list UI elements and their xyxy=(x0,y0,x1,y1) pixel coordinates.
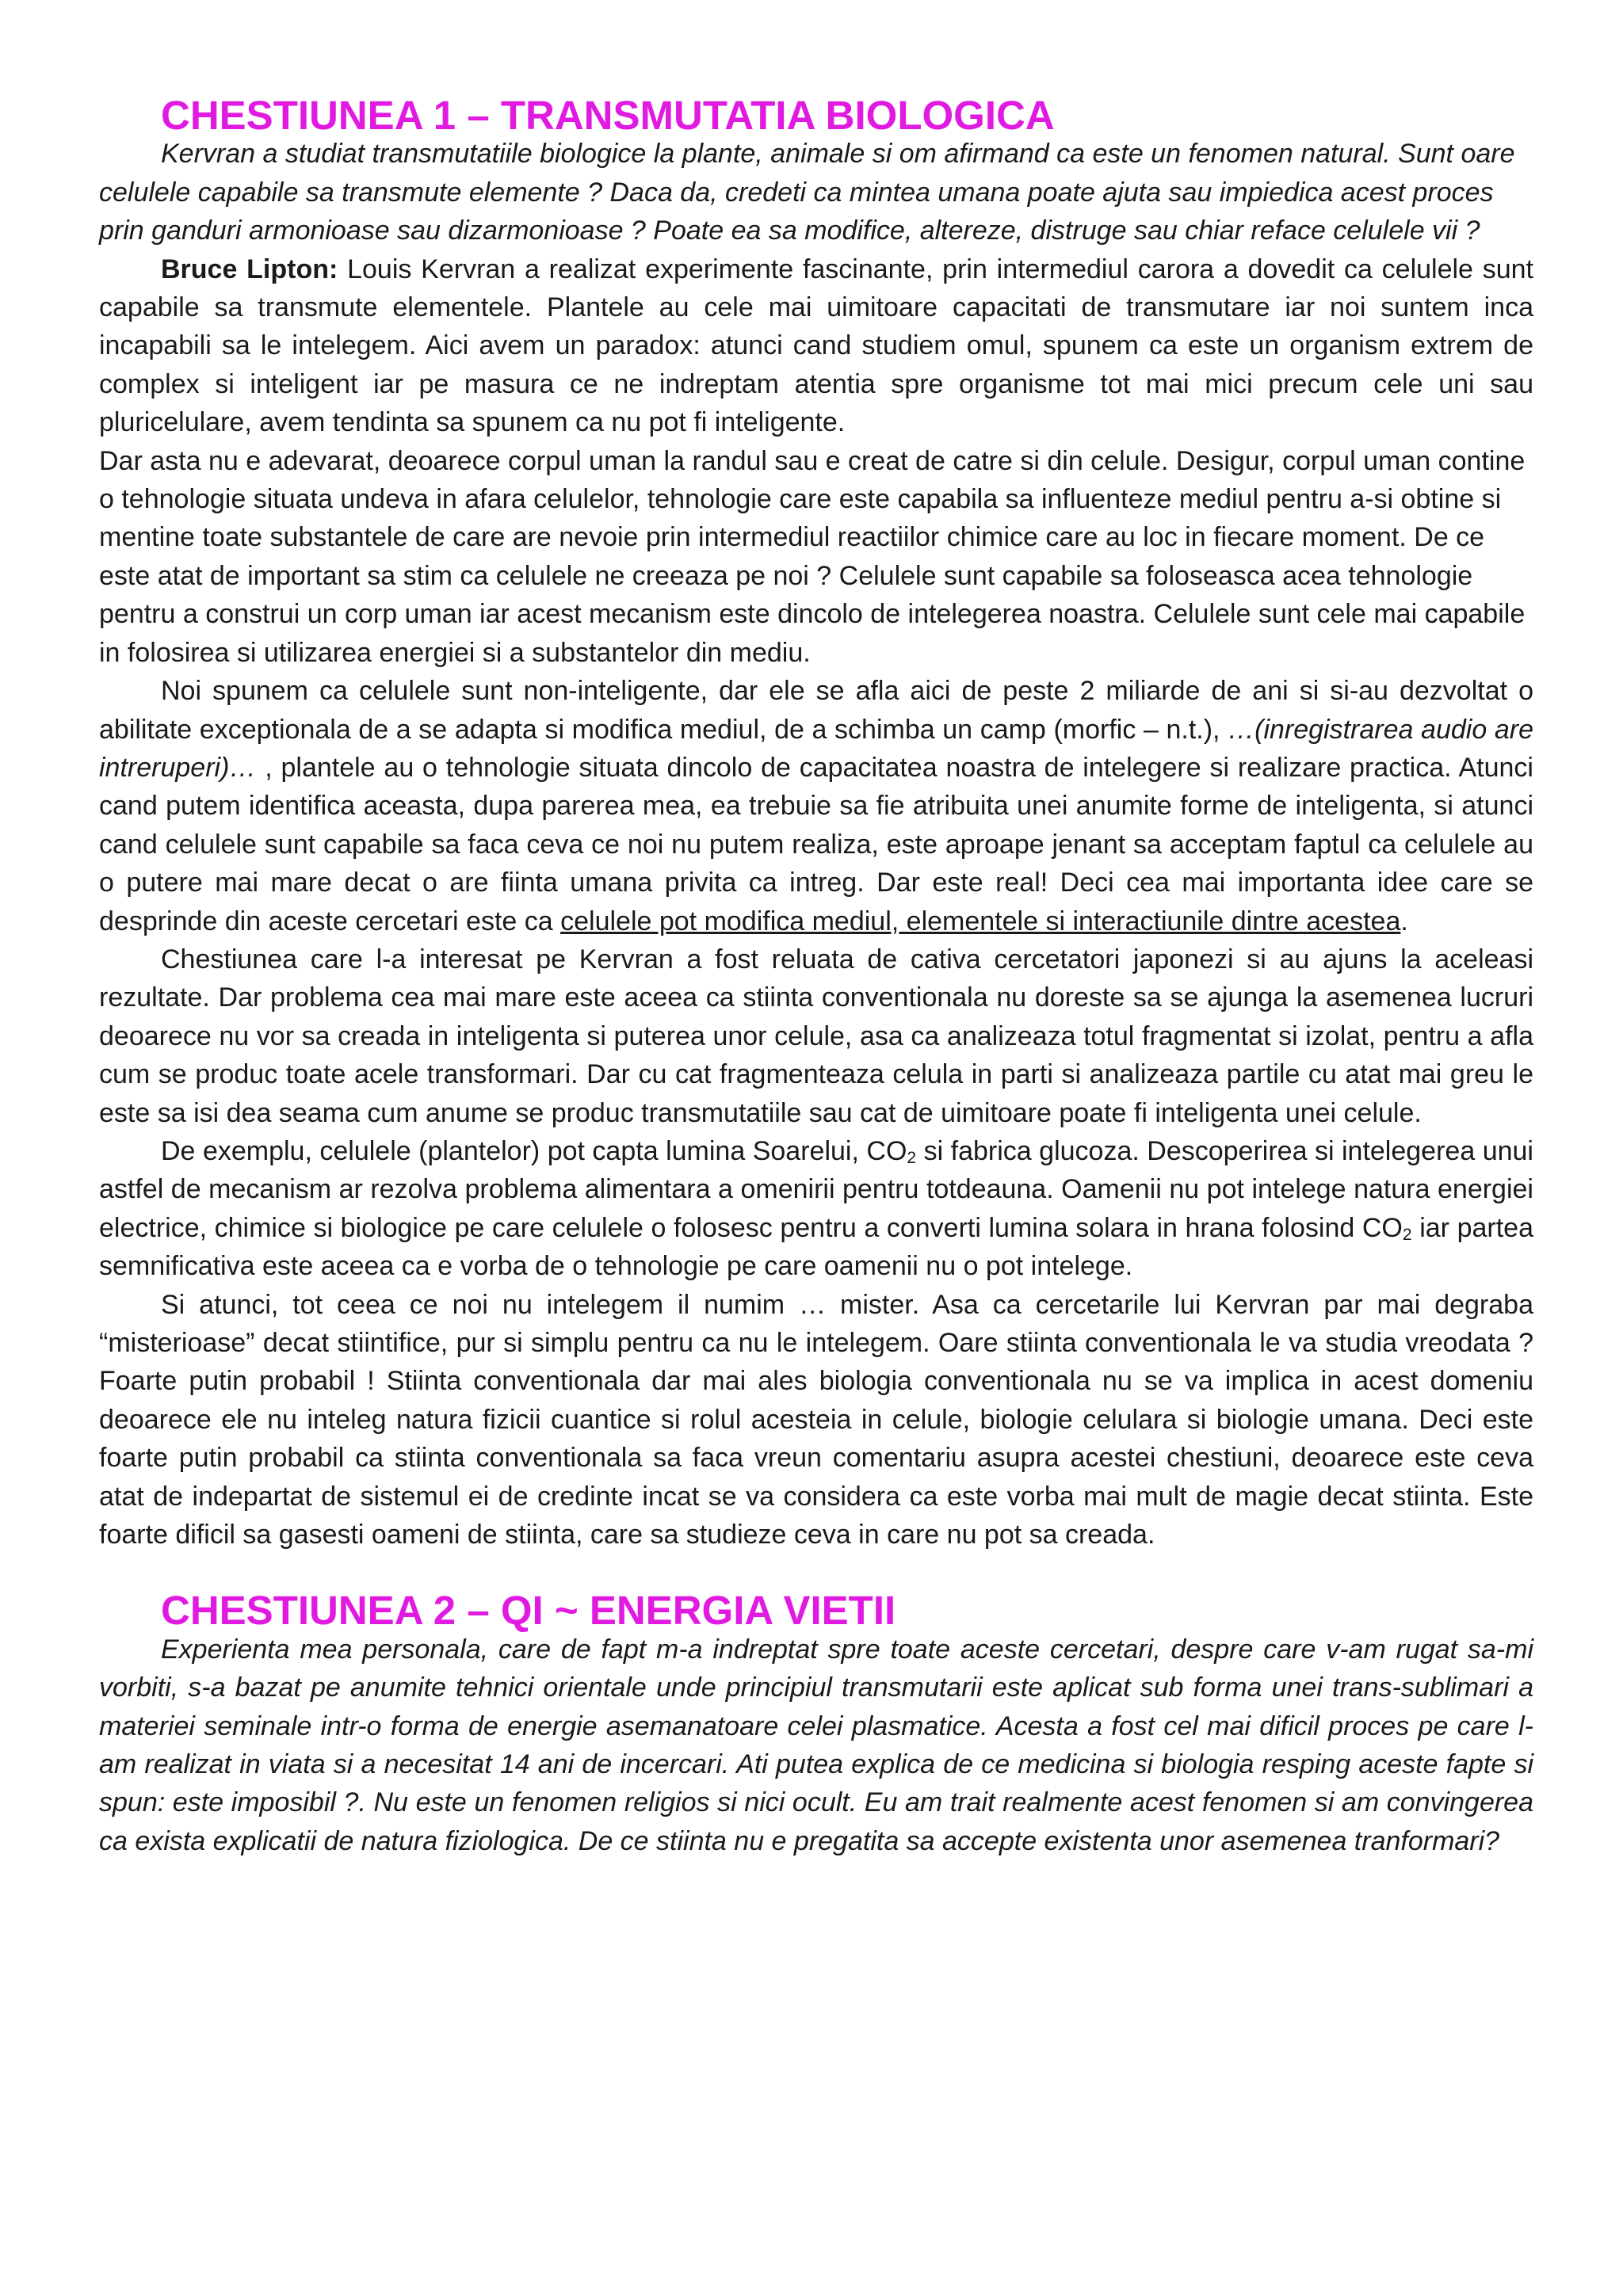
section1-answer-p6: Si atunci, tot ceea ce noi nu intelegem il numim … mister. Asa ca cercetarile lui Kervran par mai degraba “misterioase” decat stiintifice, pur si simplu pentru ca nu le intelegem. Oare stiinta conventionala le va studia vreodata ? Foarte putin probabil ! Stiinta conventionala dar mai ales biologia conventionala nu se va implica in acest domeniu deoarece ele nu inteleg natura fizicii cuantice si rolul acesteia in celule, biologie celulara si biologie umana. Deci este foarte putin probabil ca stiinta conventionala sa faca vreun comentariu asupra acestei chestiuni, deoarece este ceva atat de indepartat de sistemul ei de credinte incat se va considera ca este vorba mai mult de magie decat stiinta. Este foarte dificil sa gasesti oameni de stiinta, care sa studieze ceva in care nu pot sa creada. xyxy=(99,1289,1533,1550)
answer-p5-text-b: si fabrica glucoza. Descoperirea si intelegerea unui astfel de mecanism ar rezolva problema alimentara a omenirii pentru totdeauna. Oamenii nu pot intelege natura energiei electrice, chimice si biologice pe care celulele o folosesc pentru a converti lumina solara in hrana folosind CO xyxy=(99,1135,1533,1243)
subscript-2: 2 xyxy=(907,1149,917,1168)
section1-answer-p4: Chestiunea care l-a interesat pe Kervran a fost reluata de cativa cercetatori japonezi si au ajuns la aceleasi rezultate. Dar problema cea mai mare este aceea ca stiinta conventionala nu doreste sa se ajunga la asemenea lucruri deoarece nu vor sa creada in inteligenta si puterea unor celule, asa ca analizeaza totul fragmentat si izolat, pentru a afla cum se produc toate acele transformari. Dar cu cat fragmenteaza celula in parti si analizeaza partile cu atat mai greu le este sa isi dea seama cum anume se produc transmutatiile sau cat de uimitoare poate fi inteligenta unei celule. xyxy=(99,944,1533,1128)
section2-heading: CHESTIUNEA 2 – QI ~ ENERGIA VIETII xyxy=(161,1588,896,1634)
section1-answer-p2: Dar asta nu e adevarat, deoarece corpul uman la randul sau e creat de catre si din celule. Desigur, corpul uman contine o tehnologie situata undeva in afara celulelor, tehnologie care este capabila sa influenteze mediul pentru a-si obtine si mentine toate substantele de care are nevoie prin intermediul reactiilor chimice care au loc in fiecare moment. De ce este atat de important sa stim ca celulele ne creeaza pe noi ? Celulele sunt capabile sa foloseasca acea tehnologie pentru a construi un corp uman iar acest mecanism este dincolo de intelegerea noastra. Celulele sunt cele mai capabile in folosirea si utilizarea energiei si a substantelor din mediu. xyxy=(99,445,1526,668)
subscript-2: 2 xyxy=(1402,1225,1412,1244)
answer-p5-text-a: De exemplu, celulele (plantelor) pot capta lumina Soarelui, CO xyxy=(161,1135,907,1166)
answer-p3-underlined: celulele pot modifica mediul, elementele si interactiunile dintre acestea xyxy=(560,906,1401,936)
section1-answer-p5 xyxy=(99,1132,1533,1286)
section2-question: Experienta mea personala, care de fapt m-a indreptat spre toate aceste cercetari, despre care v-am rugat sa-mi vorbiti, s-a bazat pe anumite tehnici orientale unde principiul transmutarii este aplicat sub forma unei trans-sublimari a materiei seminale intr-o forma de energie asemanatoare celei plasmatice. Acesta a fost cel mai dificil proces pe care l-am realizat in viata si a necesitat 14 ani de incercari. Ati putea explica de ce medicina si biologia resping aceste fapte si spun: este imposibil ?. Nu este un fenomen religios si nici ocult. Eu am trait realmente acest fenomen si am convingerea ca exista explicatii de natura fiziologica. De ce stiinta nu e pregatita sa accepte existenta unor asemenea tranformari? xyxy=(99,1634,1533,1856)
answer-p5-text-c: iar partea semnificativa este aceea ca e vorba de o tehnologie pe care oamenii nu o pot intelege. xyxy=(99,1212,1533,1282)
answer-p3-text-b: , plantele au o tehnologie situata dincolo de capacitatea noastra de intelegere si realizare practica. Atunci cand putem identifica aceasta, dupa parerea mea, ea trebuie sa fie atribuita unei anumite forme de inteligenta, si atunci cand celulele sunt capabile sa faca ceva ce noi nu putem realiza, este aproape jenant sa acceptam faptul ca celulele au o putere mai mare decat o are fiinta umana privita ca intreg. Dar este real! Deci cea mai importanta idee care se desprinde din aceste cercetari este ca xyxy=(99,752,1533,936)
speaker-label: Bruce Lipton: xyxy=(161,254,338,284)
section-spacer xyxy=(99,1554,1533,1592)
answer-p1-text: Louis Kervran a realizat experimente fascinante, prin intermediul carora a dovedit ca celulele sunt capabile sa transmute elementele. Plantele au cele mai uimitoare capacitati de transmutare iar noi suntem inca incapabili sa le intelegem. Aici avem un paradox: atunci cand studiem omul, spunem ca este un organism extrem de complex si inteligent iar pe masura ce ne indreptam atentia spre organisme tot mai mici precum cele uni sau pluricelulare, avem tendinta sa spunem ca nu pot fi inteligente. xyxy=(99,254,1534,438)
section1-question: Kervran a studiat transmutatiile biologice la plante, animale si om afirmand ca este un fenomen natural. Sunt oare celulele capabile sa transmute elemente ? Daca da, credeti ca mintea umana poate ajuta sau impiedica acest proces prin ganduri armonioase sau dizarmonioase ? Poate ea sa modifice, altereze, distruge sau chiar reface celulele vii ? xyxy=(99,139,1515,246)
section1-answer-p1 xyxy=(99,250,1533,442)
answer-p3-end: . xyxy=(1400,906,1408,936)
section1-heading: CHESTIUNEA 1 – TRANSMUTATIA BIOLOGICA xyxy=(161,93,1055,138)
document-page xyxy=(99,93,1534,1860)
section1-answer-p3 xyxy=(99,672,1533,940)
answer-p3-text-a: Noi spunem ca celulele sunt non-inteligente, dar ele se afla aici de peste 2 miliarde de ani si si-au dezvoltat o abilitate exceptionala de a se adapta si modifica mediul, de a schimba un camp (morfic – n.t.), xyxy=(99,676,1533,745)
answer-p3-italic-note: …(inregistrarea audio are intreruperi)… xyxy=(99,714,1533,783)
